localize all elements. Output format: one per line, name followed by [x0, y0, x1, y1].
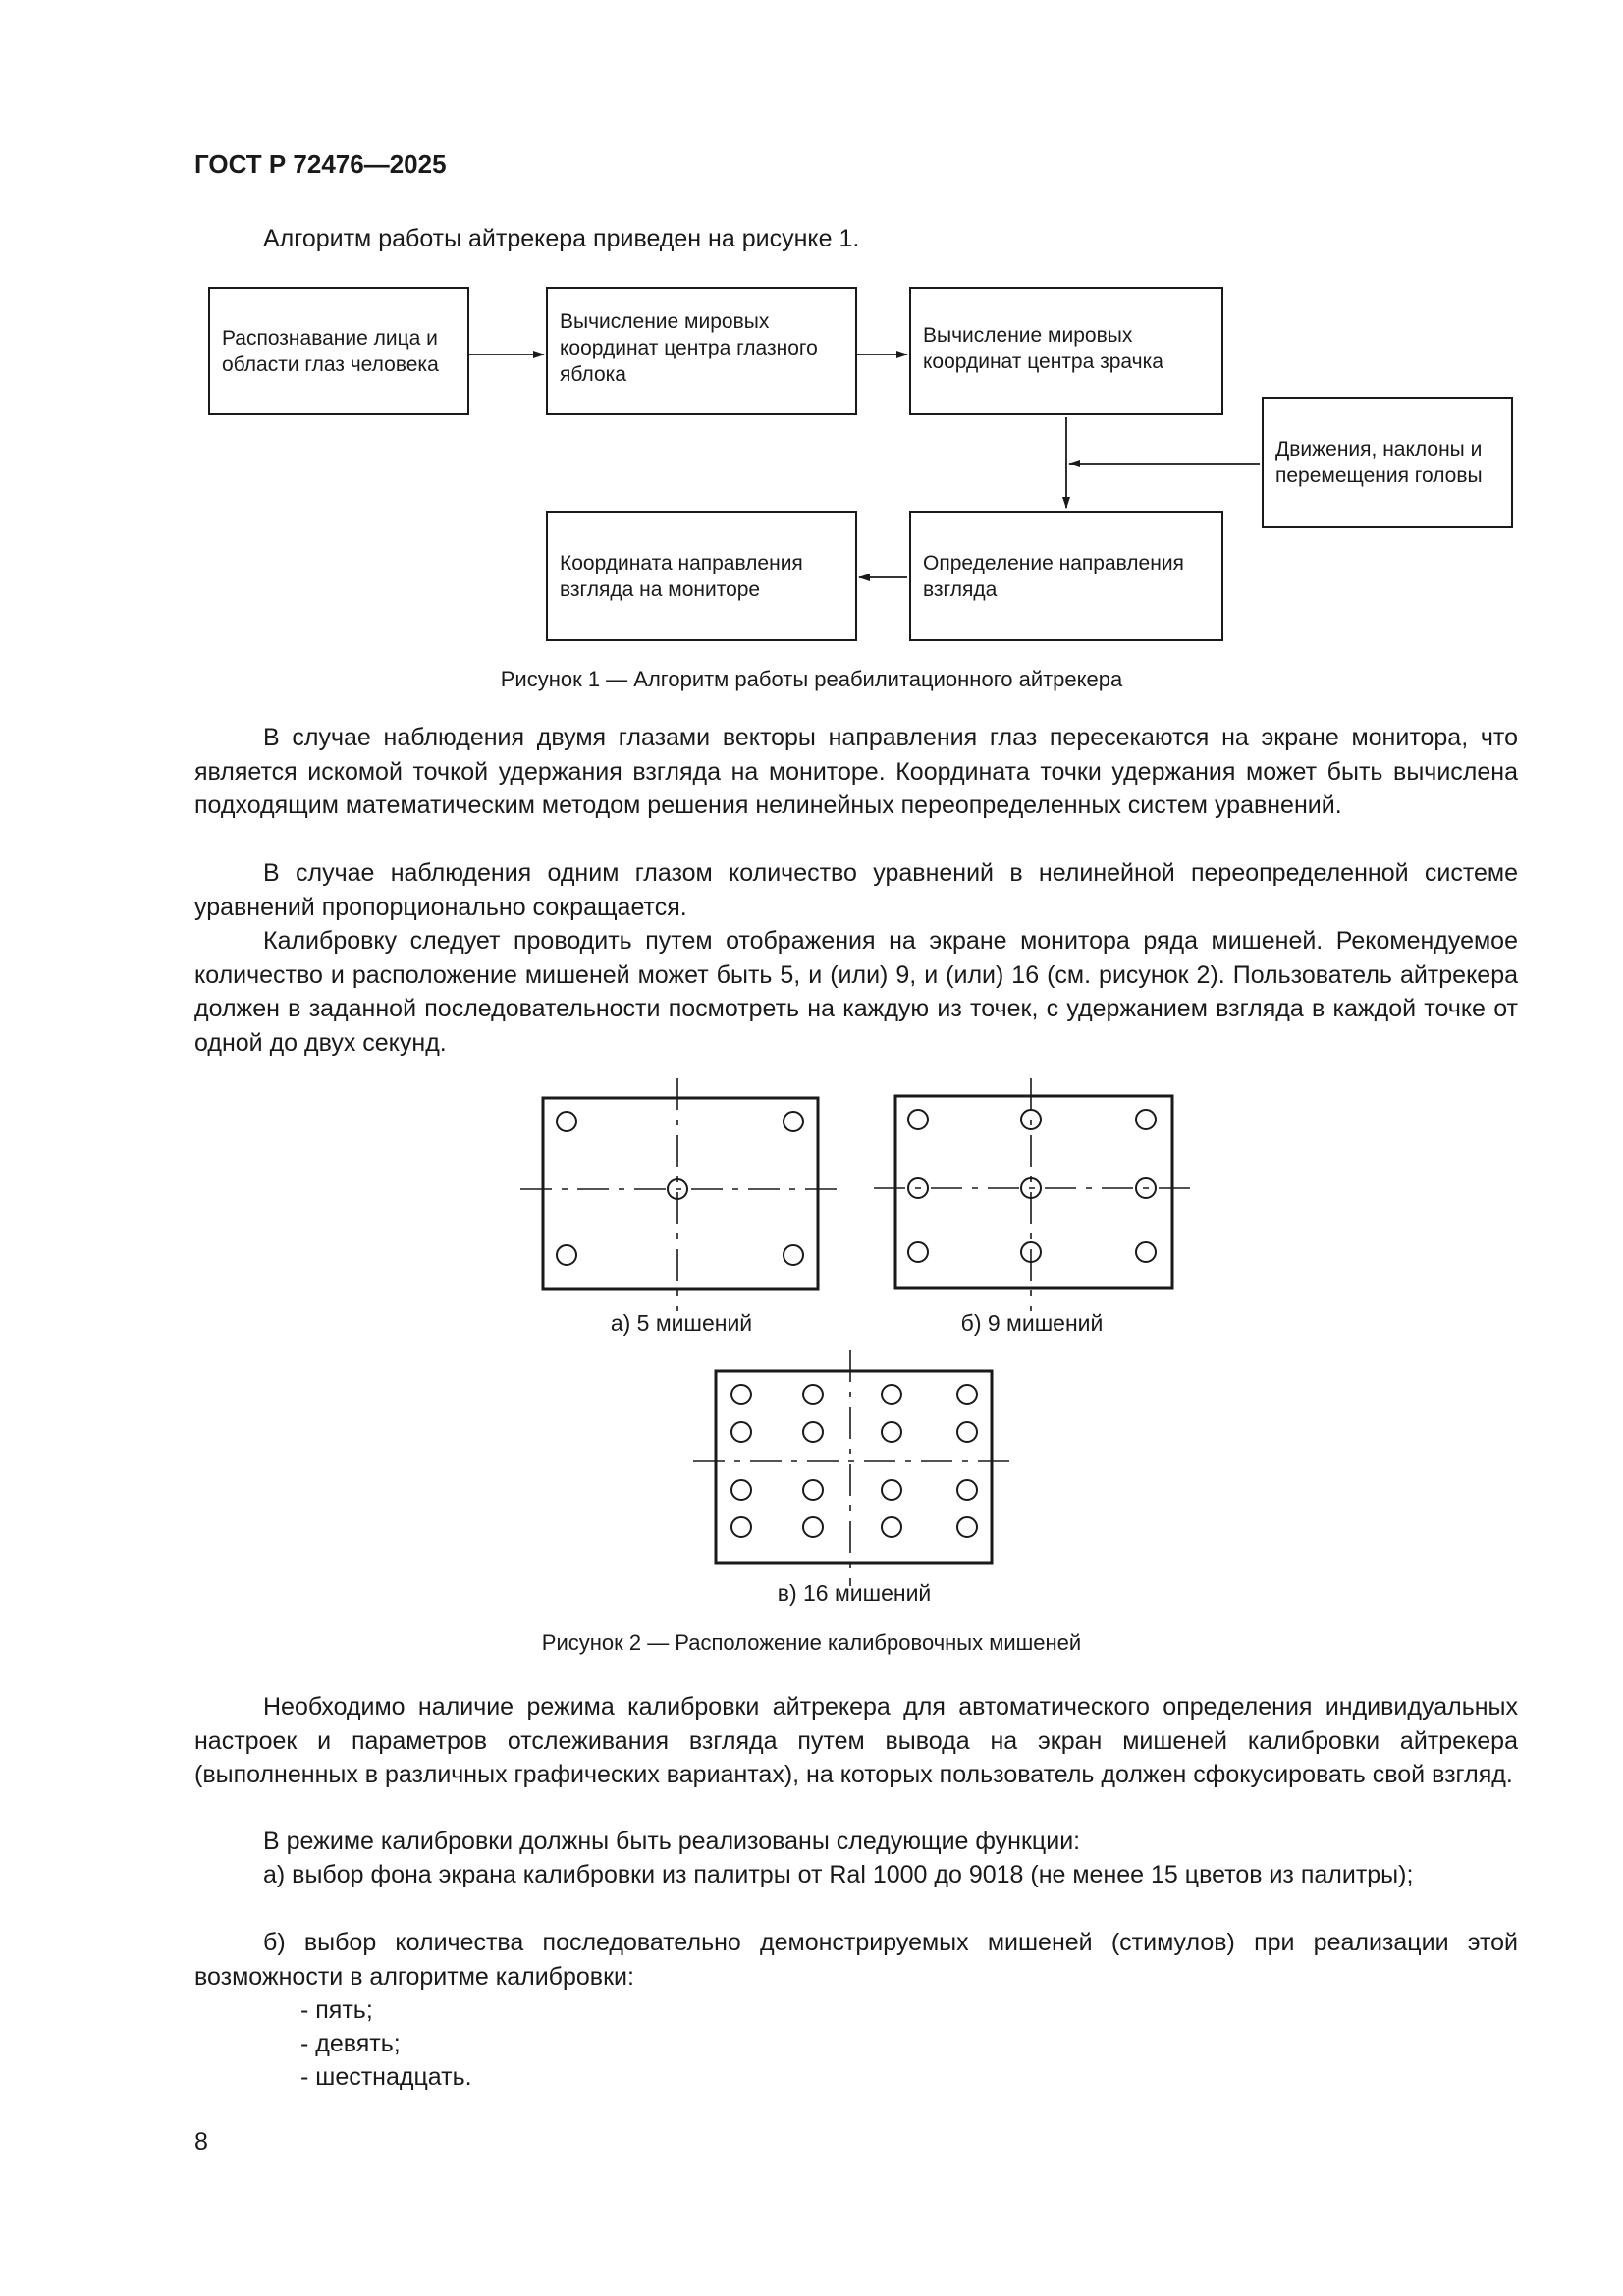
- target-circle: [908, 1242, 928, 1262]
- paragraph-2: В случае наблюдения одним глазом количество уравнений в нелинейной переопределенной системе уравнений пропорционально сокращается.: [194, 859, 1518, 921]
- paragraph-3: Калибровку следует проводить путем отображения на экране монитора ряда мишеней. Рекомендуемое количество и расположение мишеней может быть 5, и (или) 9, и (или) 16 (см. рисунок 2). Пользователь айтрекера должен в заданной последовательности посмотреть на каждую из точек, с удержанием взгляда в каждой точке от одной до двух секунд.: [194, 927, 1518, 1057]
- target-circle: [731, 1517, 751, 1537]
- diagram-16-targets: [693, 1350, 1015, 1586]
- target-circle: [882, 1480, 901, 1500]
- flow-box-head-movements: [1262, 397, 1513, 528]
- flow-box-label: Вычисление мировых координат центра зрачка: [923, 324, 1163, 373]
- document-header: ГОСТ Р 72476—2025: [194, 149, 447, 179]
- flow-box-label: Вычисление мировых координат центра глазного яблока: [560, 310, 818, 386]
- diagram-5-targets: [520, 1078, 844, 1311]
- flow-box-label: Координата направления взгляда на мониторе: [560, 551, 803, 601]
- label-5-targets: а) 5 мишений: [610, 1310, 753, 1336]
- target-circle: [731, 1385, 751, 1404]
- page-number: 8: [194, 2128, 208, 2156]
- target-circle: [882, 1517, 901, 1537]
- list-item: - девять;: [300, 2030, 401, 2057]
- calibration-diagrams: [0, 1070, 1623, 1620]
- paragraph-4: Необходимо наличие режима калибровки айтрекера для автоматического определения индивидуальных настроек и параметров отслеживания взгляда путем вывода на экран мишеней калибровки айтрекера (выполненных в различных графических вариантах), на которых пользователь должен сфокусировать свой взгляд.: [194, 1693, 1518, 1788]
- screen-frame: [895, 1096, 1172, 1288]
- target-circle: [784, 1112, 803, 1131]
- flow-box-face-recognition: [208, 287, 469, 415]
- target-circle: [803, 1480, 823, 1500]
- flow-box-label: Распознавание лица и области глаз человека: [222, 326, 439, 376]
- screen-frame: [543, 1098, 818, 1289]
- screen-frame: [716, 1371, 992, 1563]
- target-circle: [557, 1245, 576, 1265]
- target-circle: [908, 1110, 928, 1129]
- list-item: - шестнадцать.: [300, 2063, 472, 2091]
- label-16-targets: в) 16 мишений: [777, 1580, 932, 1606]
- target-circle: [803, 1422, 823, 1442]
- flow-box-label: Движения, наклоны и перемещения головы: [1275, 438, 1483, 487]
- list-item: - пять;: [300, 1996, 373, 2024]
- flow-box-eyeball-center: [546, 287, 857, 415]
- target-circle: [957, 1422, 977, 1442]
- paragraph-6: а) выбор фона экрана калибровки из палитры от Ral 1000 до 9018 (не менее 15 цветов из палитры);: [263, 1861, 1414, 1888]
- target-circle: [957, 1517, 977, 1537]
- flow-box-pupil-center: [909, 287, 1223, 415]
- target-circle: [803, 1385, 823, 1404]
- target-circle: [1136, 1110, 1156, 1129]
- target-circle: [731, 1422, 751, 1442]
- diagram-9-targets: [874, 1078, 1196, 1311]
- intro-paragraph: Алгоритм работы айтрекера приведен на рисунке 1.: [263, 225, 860, 252]
- target-circle: [784, 1245, 803, 1265]
- flow-box-gaze-coordinate: [546, 511, 857, 641]
- target-circle: [557, 1112, 576, 1131]
- paragraph-1: В случае наблюдения двумя глазами векторы направления глаз пересекаются на экране монитора, что является искомой точкой удержания взгляда на мониторе. Координата точки удержания может быть вычислена подходящим математическим методом решения нелинейных переопределенных систем уравнений.: [194, 724, 1518, 819]
- figure-2-caption: Рисунок 2 — Расположение калибровочных мишеней: [541, 1630, 1082, 1655]
- target-circle: [957, 1385, 977, 1404]
- flow-box-gaze-direction: [909, 511, 1223, 641]
- label-9-targets: б) 9 мишений: [960, 1310, 1104, 1336]
- paragraph-5: В режиме калибровки должны быть реализованы следующие функции:: [263, 1828, 1081, 1855]
- figure-1-caption: Рисунок 1 — Алгоритм работы реабилитационного айтрекера: [500, 667, 1123, 691]
- target-circle: [731, 1480, 751, 1500]
- target-circle: [957, 1480, 977, 1500]
- target-circle: [1136, 1242, 1156, 1262]
- flow-box-label: Определение направления взгляда: [923, 551, 1184, 601]
- target-circle: [882, 1422, 901, 1442]
- paragraph-7: б) выбор количества последовательно демонстрируемых мишеней (стимулов) при реализации этой возможности в алгоритме калибровки:: [194, 1929, 1518, 1991]
- target-circle: [803, 1517, 823, 1537]
- target-circle: [882, 1385, 901, 1404]
